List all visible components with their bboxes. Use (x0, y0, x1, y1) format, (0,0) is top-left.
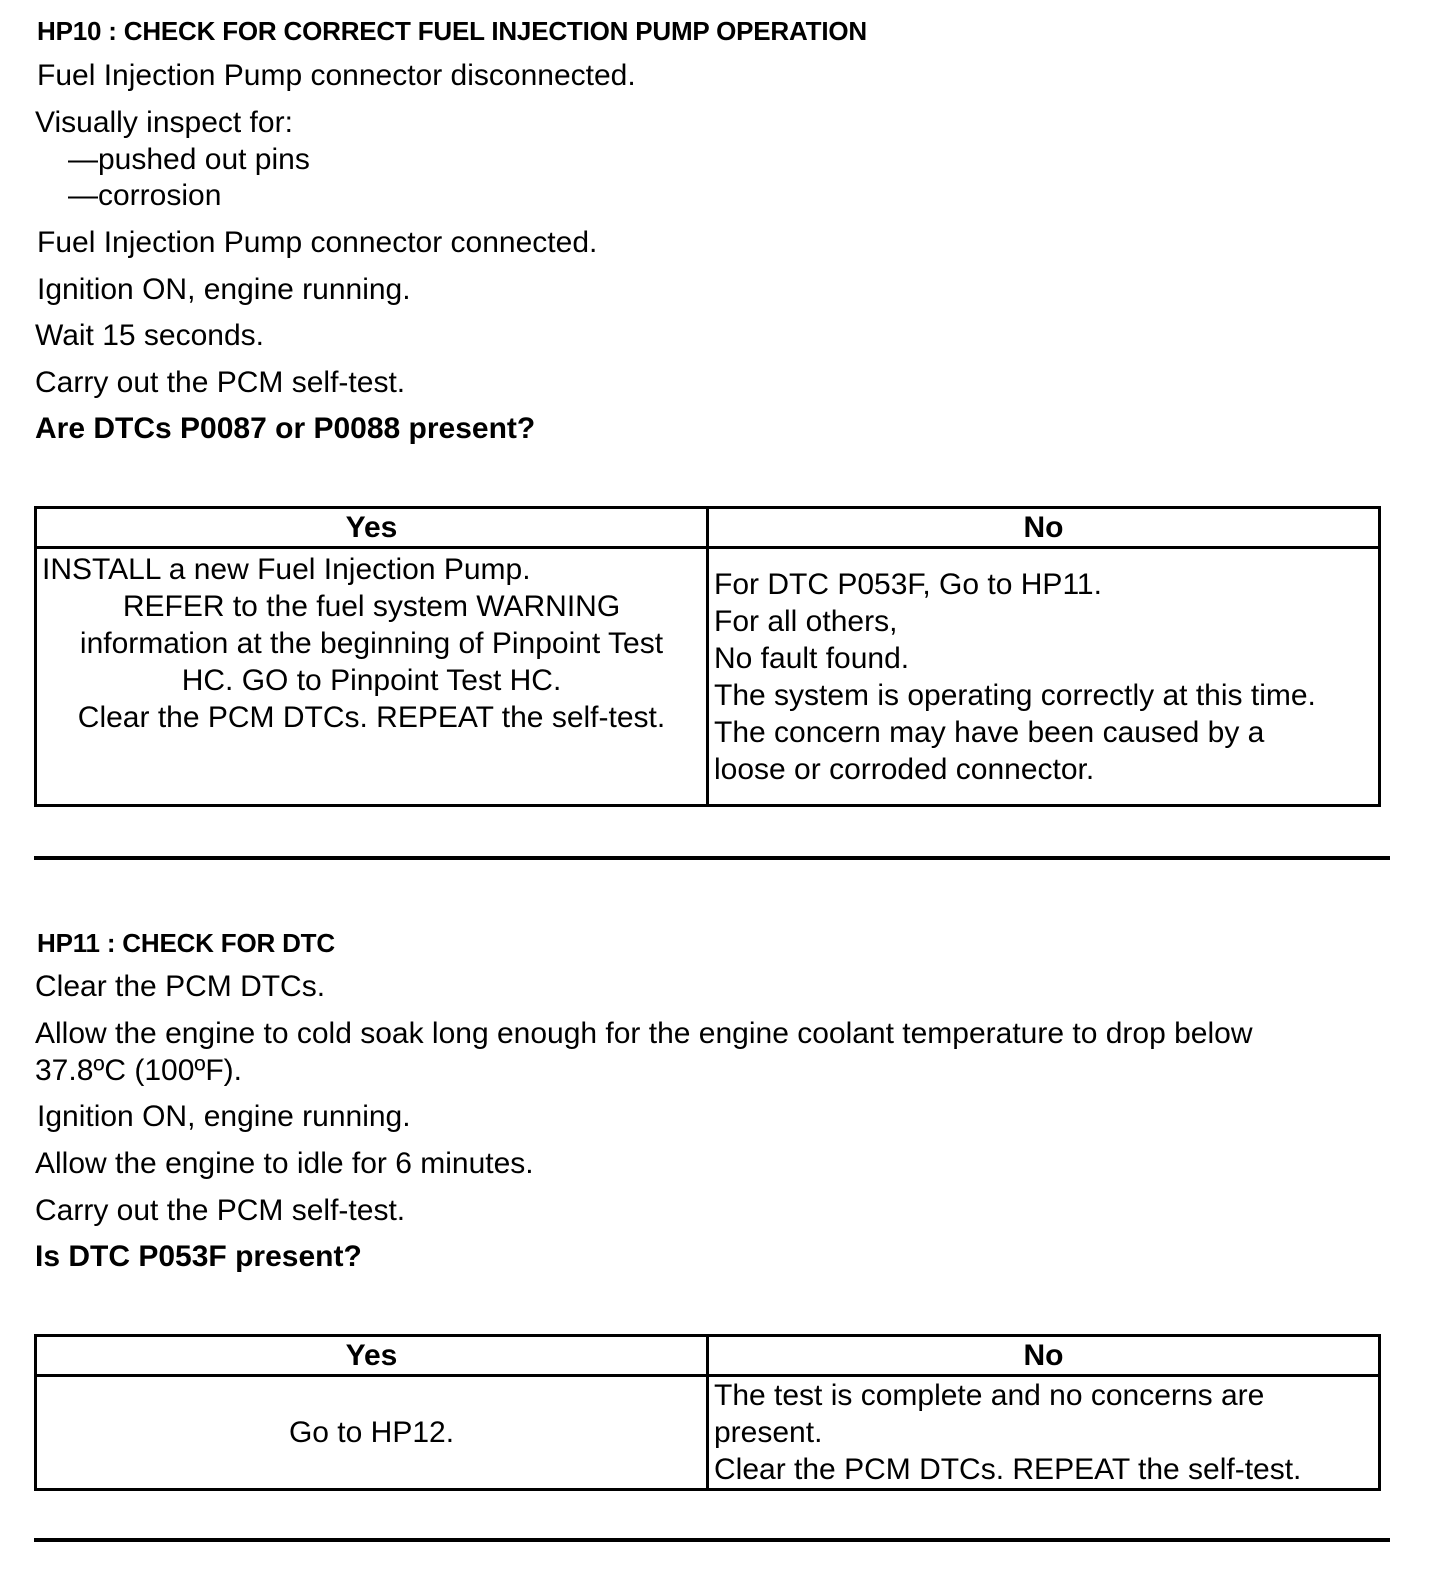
hp11-step-clear-dtcs: Clear the PCM DTCs. (35, 970, 326, 1003)
hp11-no-line: The test is complete and no concerns are (714, 1379, 1265, 1412)
hp11-step-cold-soak-temp: 37.8ºC (100ºF). (35, 1054, 242, 1087)
hp11-yes-header: Yes (36, 1336, 708, 1376)
hp10-heading: HP10 : CHECK FOR CORRECT FUEL INJECTION PUMP OPERATION (37, 16, 867, 46)
hp11-question: Is DTC P053F present? (35, 1240, 362, 1273)
hp10-step-self-test: Carry out the PCM self-test. (35, 366, 406, 399)
hp11-result-table (34, 1334, 1381, 1491)
hp11-step-idle: Allow the engine to idle for 6 minutes. (35, 1147, 534, 1180)
hp10-step-connector-disconnected: Fuel Injection Pump connector disconnected. (37, 59, 636, 92)
hp11-no-line: Clear the PCM DTCs. REPEAT the self-test. (714, 1453, 1302, 1486)
hp10-inspect-item-pins: —pushed out pins (68, 143, 310, 176)
hp10-yes-line: INSTALL a new Fuel Injection Pump. (42, 553, 531, 586)
hp10-step-ignition-on: Ignition ON, engine running. (37, 273, 411, 306)
section-divider (34, 856, 1390, 860)
hp10-no-line: For DTC P053F, Go to HP11. (714, 567, 1102, 601)
hp10-step-connector-connected: Fuel Injection Pump connector connected. (37, 226, 598, 259)
hp11-yes-text: Go to HP12. (288, 1416, 455, 1449)
hp10-question: Are DTCs P0087 or P0088 present? (35, 412, 536, 445)
hp11-no-header: No (708, 1336, 1380, 1376)
hp10-no-line: No fault found. (714, 641, 910, 675)
hp11-step-ignition-on: Ignition ON, engine running. (37, 1100, 411, 1133)
hp10-yes-header: Yes (36, 508, 708, 548)
hp11-no-cell (708, 1376, 1380, 1490)
hp10-step-visual-inspect: Visually inspect for: (35, 106, 293, 139)
hp10-no-line: The system is operating correctly at this time. (714, 678, 1316, 712)
hp11-heading: HP11 : CHECK FOR DTC (37, 928, 335, 958)
hp10-no-header: No (708, 508, 1380, 548)
hp10-result-table (34, 506, 1381, 807)
hp10-yes-line: Clear the PCM DTCs. REPEAT the self-test. (77, 701, 666, 734)
hp10-no-line: The concern may have been caused by a (714, 715, 1265, 749)
hp10-yes-line: information at the beginning of Pinpoint Test (79, 627, 664, 660)
hp10-inspect-item-corrosion: —corrosion (68, 179, 222, 212)
hp10-yes-line: HC. GO to Pinpoint Test HC. (181, 664, 562, 697)
hp11-yes-cell (36, 1376, 708, 1490)
hp10-yes-cell (36, 548, 708, 806)
section-divider (34, 1538, 1390, 1542)
hp10-step-wait: Wait 15 seconds. (35, 319, 264, 352)
hp10-no-cell (708, 548, 1380, 806)
hp11-step-cold-soak: Allow the engine to cold soak long enough for the engine coolant temperature to drop below (35, 1017, 1253, 1050)
hp10-no-line: For all others, (714, 604, 898, 638)
hp10-no-line: loose or corroded connector. (714, 752, 1095, 786)
hp11-step-self-test: Carry out the PCM self-test. (35, 1194, 406, 1227)
hp11-no-line: present. (714, 1416, 823, 1449)
hp10-yes-line: REFER to the fuel system WARNING (122, 590, 621, 623)
